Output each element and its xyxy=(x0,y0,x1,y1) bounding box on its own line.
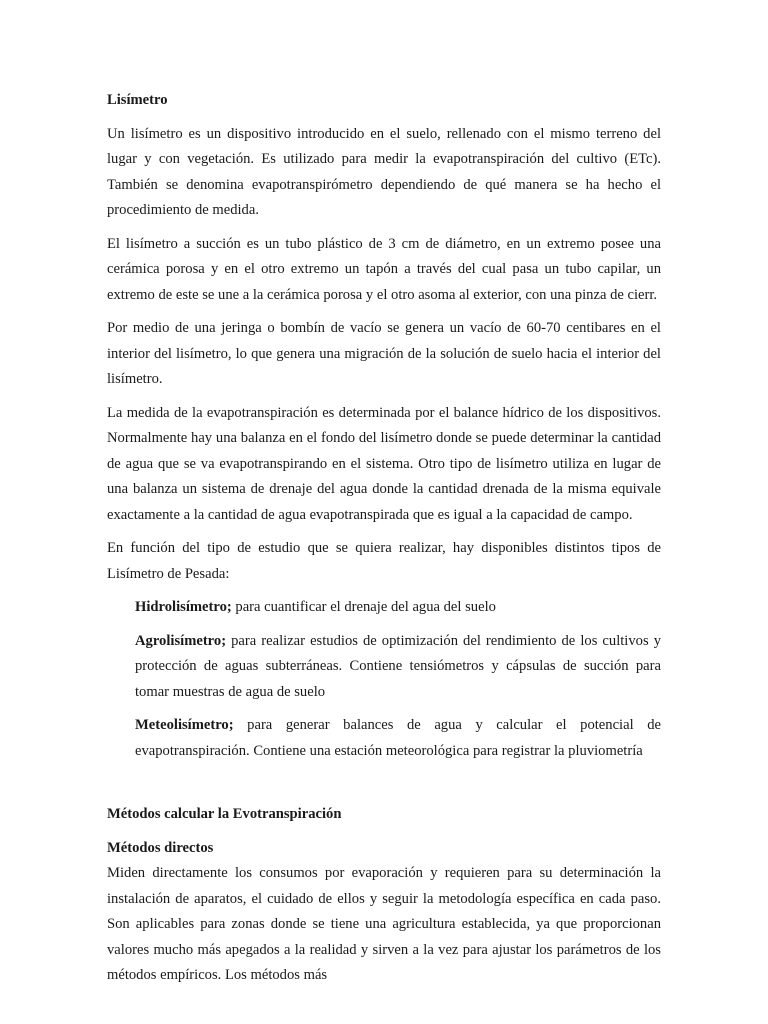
paragraph-direct-methods: Miden directamente los consumos por evaporación y requieren para su determinación la instalación de aparatos, el cuidado de ellos y seguir la metodología específica en cada paso. Son aplicables para zonas donde se tiene una agricultura establecida, ya que proporcionan valores mucho más apegados a la realidad y sirven a la vez para ajustar los parámetros de los métodos empíricos. Los métodos más xyxy=(107,865,661,983)
paragraph-types-intro: En función del tipo de estudio que se quiera realizar, hay disponibles distintos tipos de Lisímetro de Pesada: xyxy=(107,540,661,582)
list-item-meteolisimetro xyxy=(135,713,661,764)
sub-heading: Métodos directos xyxy=(107,839,214,856)
item-text: para cuantificar el drenaje del agua del suelo xyxy=(231,599,496,615)
document-heading: Lisímetro xyxy=(107,92,168,108)
item-text: para realizar estudios de optimización del rendimiento de los cultivos y protección de aguas subterráneas. Contiene tensiómetros y cápsulas de succión para tomar muestras de agua de suelo xyxy=(135,632,661,700)
paragraph-measurement: La medida de la evapotranspiración es determinada por el balance hídrico de los dispositivos. Normalmente hay una balanza en el fondo del lisímetro donde se puede determinar la cantidad de agua que se va evapotranspirando en el sistema. Otro tipo de lisímetro utiliza en lugar de una balanza un sistema de drenaje del agua donde la cantidad drenada de la misma equivale exactamente a la cantidad de agua evapotranspirada que es igual a la capacidad de campo. xyxy=(107,404,661,523)
list-item-agrolisimetro xyxy=(135,629,661,706)
section-heading: Métodos calcular la Evotranspiración xyxy=(107,806,342,822)
paragraph-suction-lysimeter: El lisímetro a succión es un tubo plástico de 3 cm de diámetro, en un extremo posee una cerámica porosa y en el otro extremo un tapón a través del cual pasa un tubo capilar, un extremo de este se une a la cerámica porosa y el otro asoma al exterior, con una pinza de cierr. xyxy=(107,235,661,303)
paragraph-vacuum: Por medio de una jeringa o bombín de vacío se genera un vacío de 60-70 centibares en el interior del lisímetro, lo que genera una migración de la solución de suelo hacia el interior del lisímetro. xyxy=(107,320,661,387)
paragraph-definition: Un lisímetro es un dispositivo introducido en el suelo, rellenado con el mismo terreno del lugar y con vegetación. Es utilizado para medir la evapotranspiración del cultivo (ETc). También se denomina evapotranspirómetro dependiendo de qué manera se ha hecho el procedimiento de medida. xyxy=(107,125,661,218)
item-term: Agrolisímetro; xyxy=(135,632,227,649)
item-text: para generar balances de agua y calcular el potencial de evapotranspiración. Contiene una estación meteorológica para registrar la pluviometría xyxy=(135,717,661,759)
item-term: Hidrolisímetro; xyxy=(135,599,232,615)
list-item-hidrolisimetro xyxy=(135,595,661,621)
document-page xyxy=(107,88,661,997)
item-term: Meteolisímetro; xyxy=(135,717,234,733)
